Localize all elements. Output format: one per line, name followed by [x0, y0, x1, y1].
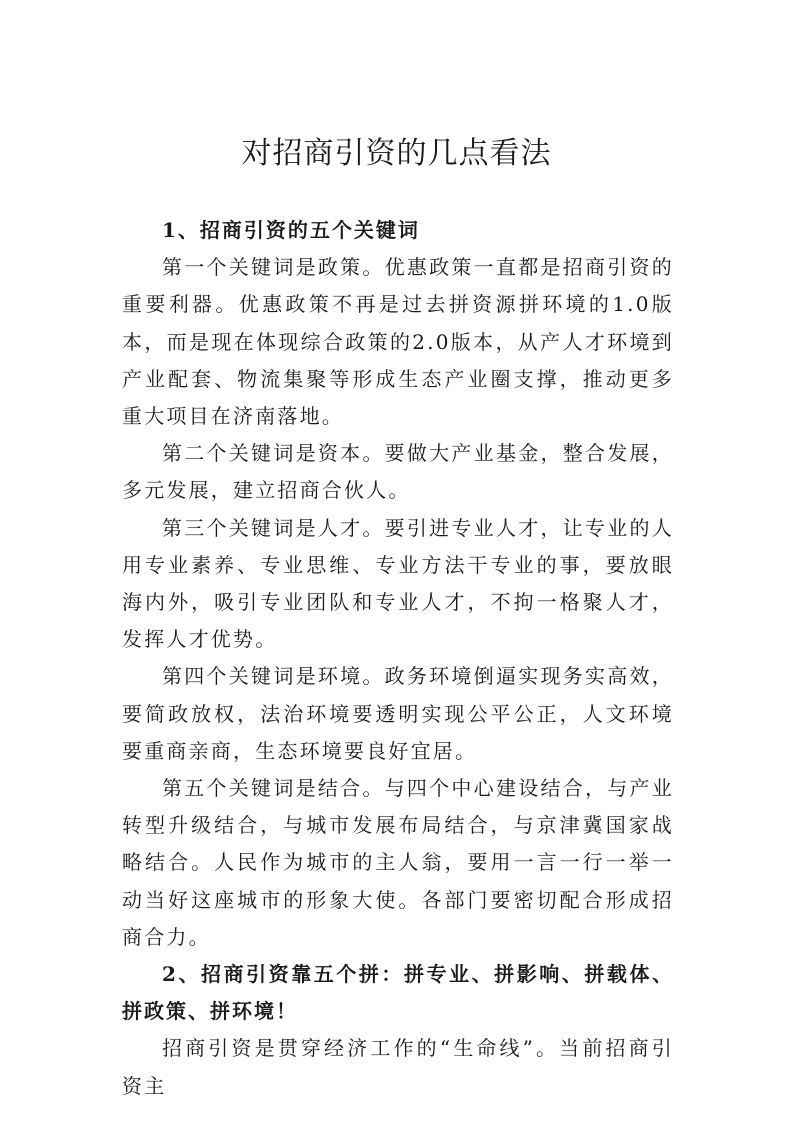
document-title: 对招商引资的几点看法 [241, 136, 552, 171]
section-heading-1: 1、招商引资的五个关键词 [162, 218, 420, 242]
paragraph-policy: 第一个关键词是政策。优惠政策一直都是招商引资的重要利器。优惠政策不再是过去拼资源拼环境的1.0版本，而是现在体现综合政策的2.0版本，从产人才环境到产业配套、物流集聚等形成生态产业圈支撑，推动更多重大项目在济南落地。 [122, 255, 674, 429]
document-body [122, 212, 674, 1105]
paragraph-talent: 第三个关键词是人才。要引进专业人才，让专业的人用专业素养、专业思维、专业方法干专业的事，要放眼海内外，吸引专业团队和专业人才，不拘一格聚人才，发挥人才优势。 [122, 515, 674, 652]
paragraph-lifeline: 招商引资是贯穿经济工作的“生命线”。当前招商引资主 [122, 1036, 674, 1098]
section-heading-2: 2、招商引资靠五个拼：拼专业、拼影响、拼载体、拼政策、拼环境！ [122, 962, 674, 1024]
paragraph-capital: 第二个关键词是资本。要做大产业基金，整合发展，多元发展，建立招商合伙人。 [122, 441, 674, 503]
paragraph-integration: 第五个关键词是结合。与四个中心建设结合，与产业转型升级结合，与城市发展布局结合，与京津冀国家战略结合。人民作为城市的主人翁，要用一言一行一举一动当好这座城市的形象大使。各部门要密切配合形成招商合力。 [122, 776, 674, 949]
paragraph-environment: 第四个关键词是环境。政务环境倒逼实现务实高效，要简政放权，法治环境要透明实现公平公正，人文环境要重商亲商，生态环境要良好宜居。 [122, 664, 674, 763]
